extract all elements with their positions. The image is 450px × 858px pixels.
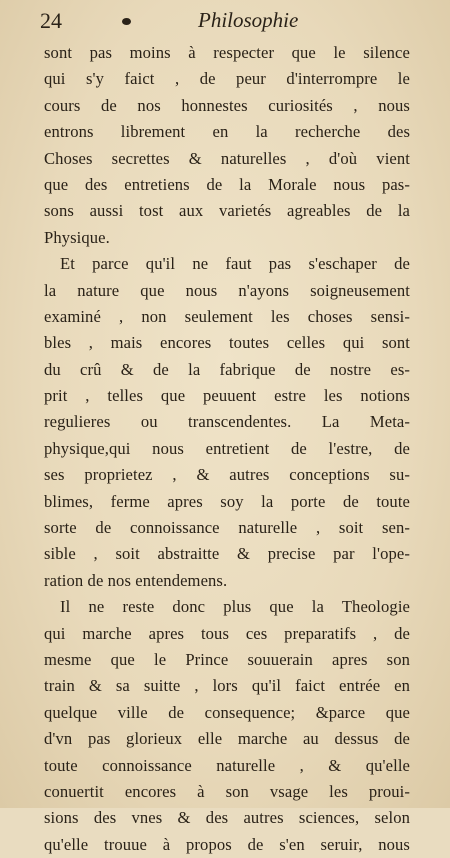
text-line: blimes, ferme apres soy la porte de toute	[44, 491, 410, 511]
text-line: sont pas moins à respecter que le silence	[44, 43, 410, 62]
text-line: conuertit encores à son vsage les proui-	[44, 781, 410, 801]
text-line: examiné , non seulement les choses sensi-	[44, 306, 410, 326]
text-line: du crû & de la fabrique de nostre es-	[44, 359, 410, 379]
text-line: regulieres ou transcendentes. La Meta-	[44, 412, 410, 432]
text-line: prit , telles que peuuent estre les notions	[44, 386, 410, 406]
text-line: ses proprietez , & autres conceptions su-	[44, 465, 410, 485]
text-line: Physique.	[44, 227, 110, 247]
text-line: qui s'y faict , de peur d'interrompre le	[44, 69, 410, 89]
text-line: qui marche apres tous ces preparatifs , de	[44, 623, 410, 643]
text-line: physique,qui nous entretient de l'estre, de	[44, 438, 410, 458]
text-line: sorte de connoissance naturelle , soit sen-	[44, 518, 410, 538]
text-line: la nature que nous n'ayons soigneusement	[44, 280, 410, 300]
text-line: cours de nos honnestes curiosités , nous	[44, 95, 410, 115]
body-text	[44, 40, 410, 858]
text-line: entrons librement en la recherche des	[44, 122, 410, 142]
text-line: qu'elle trouue à propos de s'en seruir, nous	[44, 834, 410, 854]
ornament-dot-icon	[122, 18, 131, 25]
text-line: sons aussi tost aux varietés agreables de la	[44, 201, 410, 221]
text-line: sible , soit abstraitte & precise par l'ope-	[44, 544, 410, 564]
text-line: train & sa suitte , lors qu'il faict entrée en	[44, 676, 410, 696]
text-line: Et parce qu'il ne faut pas s'eschaper de	[60, 254, 410, 274]
text-line: mesme que le Prince souuerain apres son	[44, 649, 410, 669]
text-line: toute connoissance naturelle , & qu'elle	[44, 755, 410, 775]
running-head: Philosophie	[198, 8, 299, 32]
text-line: Choses secrettes & naturelles , d'où vient	[44, 148, 410, 168]
page-header	[40, 6, 420, 36]
text-line: Il ne reste donc plus que la Theologie	[60, 597, 410, 617]
text-line: sions des vnes & des autres sciences, selon	[44, 808, 410, 828]
text-line: d'vn pas glorieux elle marche au dessus de	[44, 729, 410, 749]
text-line: ration de nos entendemens.	[44, 570, 228, 590]
text-line: que des entretiens de la Morale nous pas-	[44, 174, 410, 194]
page-number: 24	[40, 8, 62, 33]
text-line: quelque ville de consequence; &parce que	[44, 702, 410, 722]
text-line: bles , mais encores toutes celles qui sont	[44, 333, 410, 353]
